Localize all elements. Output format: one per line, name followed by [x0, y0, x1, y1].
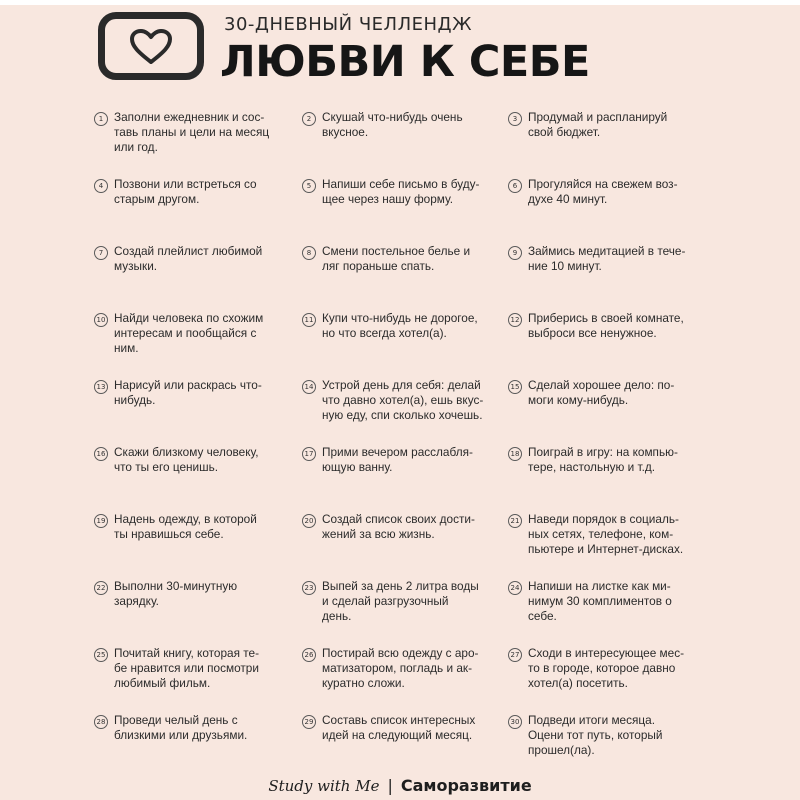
- task-item: [94, 713, 302, 780]
- task-item: [94, 311, 302, 378]
- task-item: [508, 378, 724, 445]
- task-text: Приберись в своей комнате, выброси все ненужное.: [528, 311, 684, 340]
- task-number-badge: 10: [94, 313, 108, 327]
- task-number-badge: 18: [508, 447, 522, 461]
- task-item: [302, 713, 508, 780]
- task-item: [94, 445, 302, 512]
- task-text: Продумай и распланируй свой бюджет.: [528, 110, 668, 139]
- page-title: ЛЮБВИ К СЕБЕ: [220, 37, 590, 87]
- task-number-badge: 8: [302, 246, 316, 260]
- task-text: Выполни 30-минутную зарядку.: [114, 579, 238, 608]
- task-number-badge: 29: [302, 715, 316, 729]
- logo-frame: [98, 12, 204, 80]
- task-number-badge: 21: [508, 514, 522, 528]
- task-number-badge: 27: [508, 648, 522, 662]
- task-text: Подведи итоги месяца. Оцени тот путь, который прошел(ла).: [528, 713, 663, 757]
- task-item: [302, 311, 508, 378]
- task-item: [94, 244, 302, 311]
- task-text: Скушай что-нибудь очень вкусное.: [322, 110, 463, 139]
- task-item: [94, 512, 302, 579]
- task-item: [302, 512, 508, 579]
- task-item: [94, 177, 302, 244]
- task-number-badge: 5: [302, 179, 316, 193]
- footer-brand-text: Саморазвитие: [400, 776, 532, 795]
- task-text: Поиграй в игру: на компью- тере, настольную и т.д.: [528, 445, 678, 474]
- task-number-badge: 11: [302, 313, 316, 327]
- task-item: [508, 244, 724, 311]
- task-item: [508, 445, 724, 512]
- task-text: Заполни ежедневник и сос- тавь планы и цели на месяц или год.: [114, 110, 270, 154]
- task-item: [508, 311, 724, 378]
- task-item: [302, 579, 508, 646]
- task-item: [302, 445, 508, 512]
- footer-brand-script: Study with Me: [268, 777, 380, 795]
- task-text: Напиши себе письмо в буду- щее через нашу форму.: [322, 177, 480, 206]
- task-number-badge: 2: [302, 112, 316, 126]
- task-text: Надень одежду, в которой ты нравишься себе.: [114, 512, 257, 541]
- task-item: [302, 244, 508, 311]
- task-number-badge: 3: [508, 112, 522, 126]
- task-text: Найди человека по схожим интересам и пообщайся с ним.: [114, 311, 264, 355]
- task-item: [94, 579, 302, 646]
- task-number-badge: 1: [94, 112, 108, 126]
- task-text: Выпей за день 2 литра воды и сделай разгрузочный день.: [322, 579, 479, 623]
- task-text: Создай список своих дости- жений за всю жизнь.: [322, 512, 475, 541]
- task-item: [508, 579, 724, 646]
- task-text: Сходи в интересующее мес- то в городе, которое давно хотел(а) посетить.: [528, 646, 685, 690]
- task-item: [302, 177, 508, 244]
- task-number-badge: 13: [94, 380, 108, 394]
- task-text: Позвони или встреться со старым другом.: [114, 177, 257, 206]
- task-number-badge: 4: [94, 179, 108, 193]
- task-number-badge: 15: [508, 380, 522, 394]
- task-text: Прогуляйся на свежем воз- духе 40 минут.: [528, 177, 678, 206]
- task-text: Сделай хорошее дело: по- моги кому-нибудь.: [528, 378, 675, 407]
- heart-icon: [130, 29, 172, 65]
- task-number-badge: 23: [302, 581, 316, 595]
- task-text: Напиши на листке как ми- нимум 30 комплиментов о себе.: [528, 579, 672, 623]
- task-number-badge: 7: [94, 246, 108, 260]
- task-item: [508, 713, 724, 780]
- page-subtitle: 30-ДНЕВНЫЙ ЧЕЛЛЕНДЖ: [224, 14, 472, 35]
- task-number-badge: 9: [508, 246, 522, 260]
- task-text: Составь список интересных идей на следующий месяц.: [322, 713, 476, 742]
- task-item: [508, 110, 724, 177]
- task-text: Нарисуй или раскрась что- нибудь.: [114, 378, 262, 407]
- top-divider: [0, 0, 800, 5]
- task-text: Создай плейлист любимой музыки.: [114, 244, 263, 273]
- task-item: [302, 110, 508, 177]
- task-item: [94, 110, 302, 177]
- task-text: Почитай книгу, которая те- бе нравится или посмотри любимый фильм.: [114, 646, 260, 690]
- task-item: [508, 512, 724, 579]
- task-number-badge: 26: [302, 648, 316, 662]
- task-item: [302, 646, 508, 713]
- task-item: [94, 646, 302, 713]
- task-item: [508, 177, 724, 244]
- task-number-badge: 19: [94, 514, 108, 528]
- task-grid: [94, 110, 724, 780]
- task-number-badge: 17: [302, 447, 316, 461]
- task-item: [94, 378, 302, 445]
- task-number-badge: 28: [94, 715, 108, 729]
- task-number-badge: 30: [508, 715, 522, 729]
- footer-separator: |: [387, 776, 393, 795]
- task-text: Займись медитацией в тече- ние 10 минут.: [528, 244, 686, 273]
- task-text: Смени постельное белье и ляг пораньше спать.: [322, 244, 471, 273]
- task-text: Купи что-нибудь не дорогое, но что всегда хотел(а).: [322, 311, 478, 340]
- task-number-badge: 16: [94, 447, 108, 461]
- task-text: Наведи порядок в социаль- ных сетях, телефоне, ком- пьютере и Интернет-дисках.: [528, 512, 684, 556]
- task-text: Проведи челый день с близкими или друзьями.: [114, 713, 248, 742]
- task-number-badge: 12: [508, 313, 522, 327]
- task-text: Устрой день для себя: делай что давно хотел(а), ешь вкус- ную еду, спи сколько хочешь.: [322, 378, 484, 422]
- task-text: Прими вечером расслабля- ющую ванну.: [322, 445, 473, 474]
- task-text: Постирай всю одежду с аро- матизатором, погладь и ак- куратно сложи.: [322, 646, 479, 690]
- task-number-badge: 14: [302, 380, 316, 394]
- task-number-badge: 24: [508, 581, 522, 595]
- task-number-badge: 22: [94, 581, 108, 595]
- task-number-badge: 6: [508, 179, 522, 193]
- task-number-badge: 25: [94, 648, 108, 662]
- task-item: [508, 646, 724, 713]
- task-text: Скажи близкому человеку, что ты его ценишь.: [114, 445, 259, 474]
- task-item: [302, 378, 508, 445]
- footer: [0, 776, 800, 795]
- task-number-badge: 20: [302, 514, 316, 528]
